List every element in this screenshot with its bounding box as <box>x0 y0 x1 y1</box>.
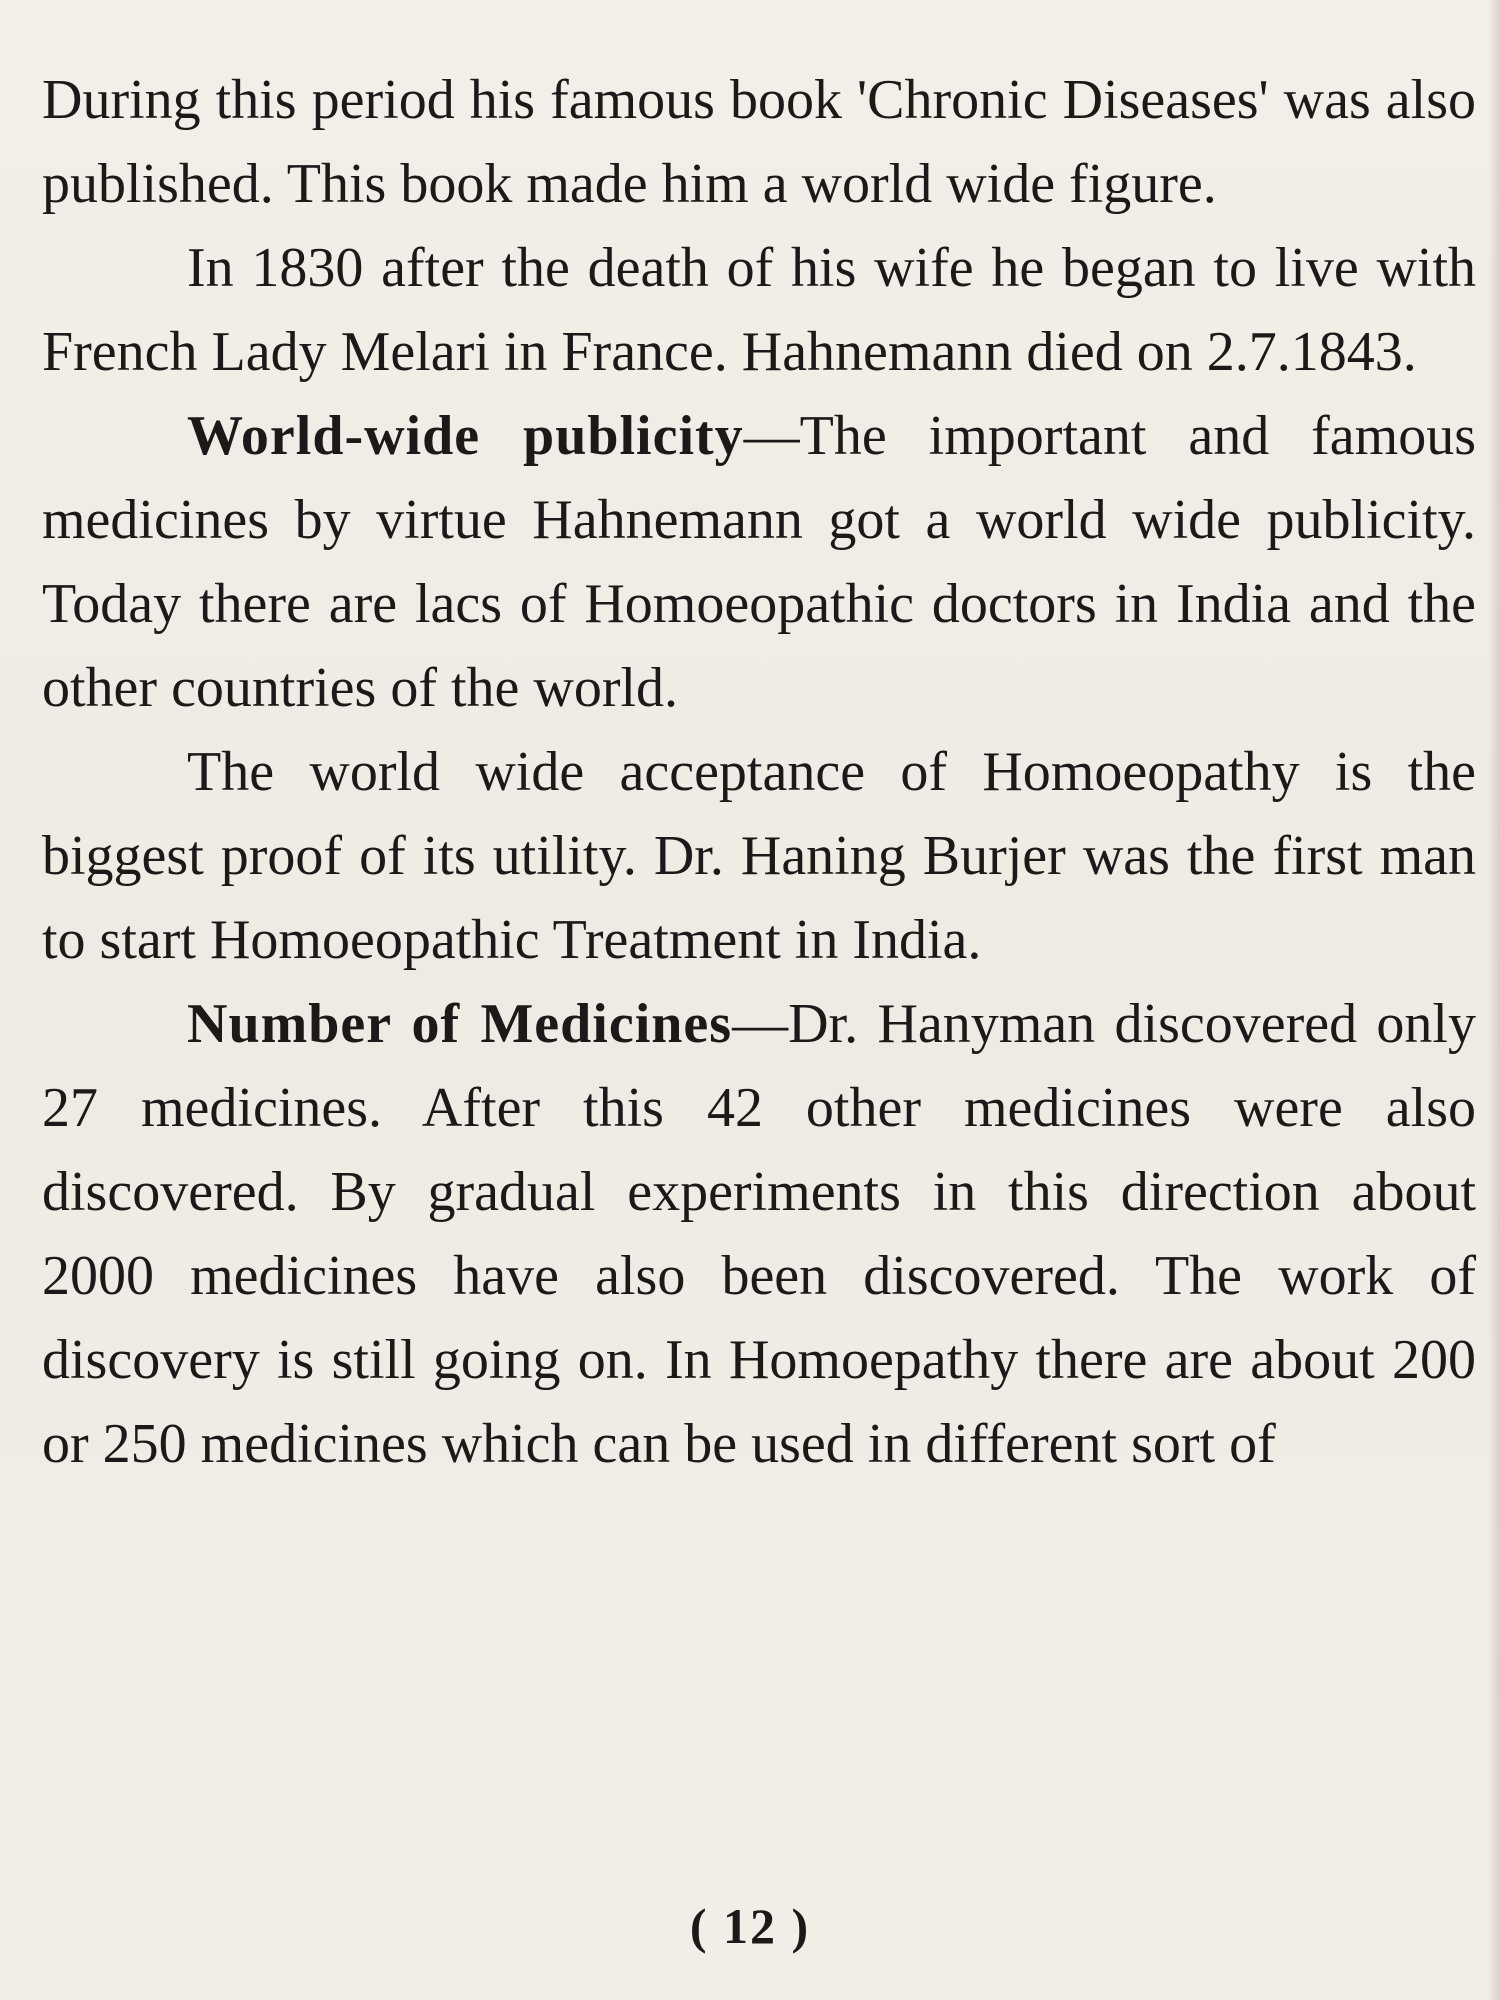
paragraph-chronic-diseases: During this period his famous book 'Chronic Diseases' was also published. This book made him a world wide figure. <box>42 69 1476 215</box>
paragraph-world-wide-publicity <box>42 394 1476 730</box>
paragraph-acceptance: The world wide acceptance of Homoeopathy is the biggest proof of its utility. Dr. Haning Burjer was the first man to start Homoeopathic Treatment in India. <box>42 741 1476 971</box>
paragraph-number-of-medicines <box>42 982 1476 1486</box>
paragraph-hahnemann-death: In 1830 after the death of his wife he began to live with French Lady Melari in France. Hahnemann died on 2.7.1843. <box>42 237 1476 383</box>
paragraph-world-wide-publicity-body: —The important and famous medicines by virtue Hahnemann got a world wide publicity. Today there are lacs of Homoeopathic doctors in India and the other countries of the world. <box>42 405 1476 719</box>
paragraph-number-of-medicines-body: —Dr. Hanyman discovered only 27 medicines. After this 42 other medicines were also discovered. By gradual experiments in this direction about 2000 medicines have also been discovered. The work of discovery is still going on. In Homoepathy there are about 200 or 250 medicines which can be used in different sort of <box>42 993 1476 1475</box>
heading-number-of-medicines: Number of Medicines <box>187 993 733 1055</box>
page-edge-shadow <box>1488 0 1500 2000</box>
page-number: ( 12 ) <box>689 1898 811 1954</box>
heading-world-wide-publicity: World-wide publicity <box>187 405 744 467</box>
body-text <box>42 58 1476 1486</box>
